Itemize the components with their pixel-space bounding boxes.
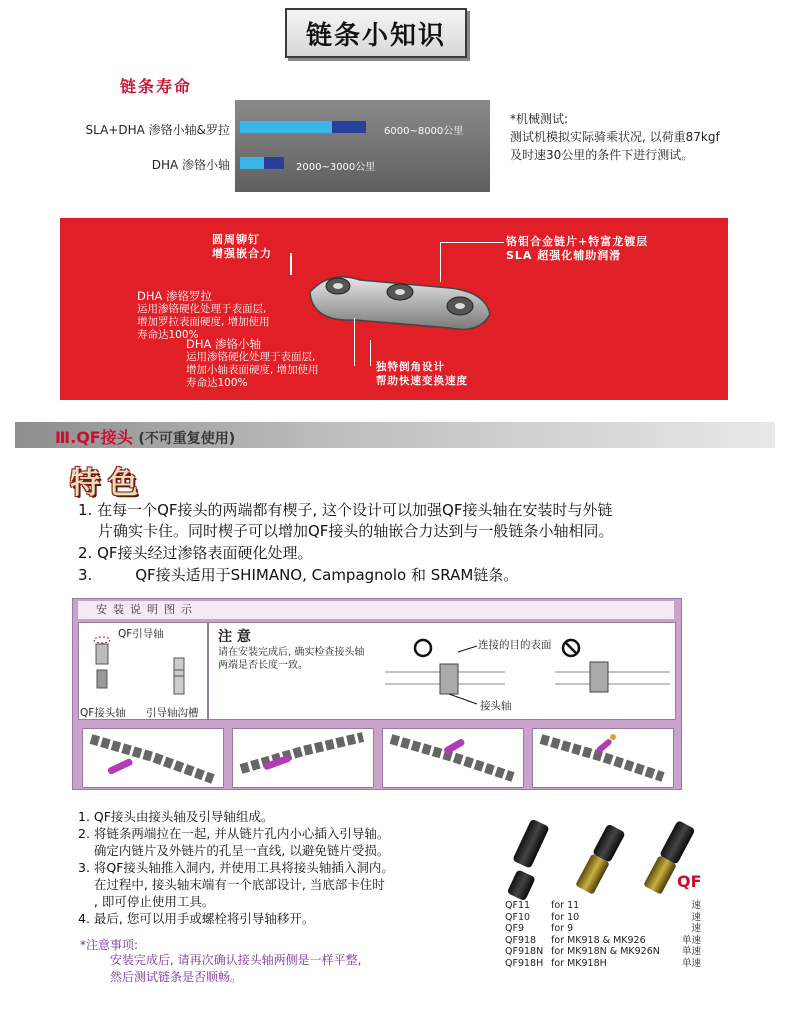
pin-parts-illustration [88,630,198,705]
install-steps [78,808,394,927]
spec-row [505,935,701,947]
spec-model: QF918 [505,934,537,946]
guide-groove-label: 引导轴沟槽 [146,707,199,719]
label-line: 铬钼合金链片+特富龙镀层 [506,235,649,248]
caution-text [110,952,361,986]
label-roller [137,290,270,342]
test-note [510,110,720,164]
product-label: QF [677,872,702,891]
life-heading: 链条寿命 [120,77,193,96]
label-line: 运用渗铬硬化处理于表面层, [137,303,267,315]
spec-model: QF10 [505,911,531,923]
label-plate [506,235,648,263]
spec-unit: 速 [691,923,701,934]
spec-unit: 单速 [681,957,701,969]
caution-line: 然后测试链条是否顺畅。 [110,970,243,984]
label-line: 寿命达100% [186,377,248,389]
spec-for: for MK918 & MK926 [551,934,646,946]
step-line: , 即可停止使用工具。 [78,894,215,909]
spec-row [505,946,701,958]
spec-row [505,912,701,924]
install-step-image-4 [532,728,674,788]
note-line: *机械测试: [510,112,569,126]
leader-line [354,318,355,366]
bar-value-sla-dha: 6000~8000公里 [384,126,464,137]
spec-unit: 速 [691,900,701,911]
section-name: .QF接头 [70,428,133,447]
spec-model: QF918H [505,957,544,969]
label-line: DHA 渗铬罗拉 [137,289,213,303]
spec-unit: 单速 [681,934,701,946]
section-subtitle: (不可重复使用) [138,431,236,447]
bar-sla-dha-cyan [240,121,332,133]
guide-pin-label: QF引导轴 [118,628,164,640]
label-line: 帮助快速变换速度 [376,375,468,387]
spec-for: for 11 [551,900,580,911]
bar-label-dha: DHA 渗铬小轴 [151,158,230,172]
spec-unit: 单速 [681,946,701,957]
section-title [55,425,235,448]
install-step-image-1 [82,728,224,788]
life-bars-panel [235,100,490,192]
notice-line: 两端是否长度一致。 [218,660,308,671]
step-line: 在过程中, 接头轴末端有一个底部设计, 当底部卡住时 [78,877,385,892]
step-line: 确定内链片及外链片的孔呈一直线, 以避免链片受损。 [78,843,390,858]
step-line: 2. 将链条两端拉在一起, 并从链片孔内小心插入引导轴。 [78,826,390,841]
notice-text [218,646,364,672]
leader-line [290,253,292,275]
bar-value-dha: 2000~3000公里 [296,162,376,173]
step-line: 3. 将QF接头轴推入洞内, 并使用工具将接头轴插入洞内。 [78,860,394,875]
spec-model: QF9 [505,923,524,934]
feature-line: 2. QF接头经过渗铬表面硬化处理。 [78,544,313,562]
spec-model: QF11 [505,900,531,911]
note-line: 及时速30公里的条件下进行测试。 [510,148,694,162]
feature-line: 3. QF接头适用于SHIMANO, Campagnolo 和 SRAM链条。 [78,566,519,584]
leader-line [440,242,441,282]
label-line: 增加罗拉表面硬度, 增加使用 [137,316,270,328]
spec-for: for MK918H [551,957,607,969]
step-line: 1. QF接头由接头轴及引导轴组成。 [78,809,274,824]
spec-unit: 速 [691,911,701,923]
spec-row [505,900,701,912]
connector-pin-label: QF接头轴 [80,707,126,719]
qf-connector-pins [500,810,700,905]
features-heading: 特色 [70,466,146,501]
label-line: 增加小轴表面硬度, 增加使用 [186,364,319,376]
ok-icon [415,640,431,656]
label-line: DHA 渗铬小轴 [186,337,262,351]
spec-for: for 10 [551,911,580,923]
install-step-image-3 [382,728,524,788]
bar-dha-cyan [240,157,264,169]
label-line: SLA 超强化辅助润滑 [506,249,622,262]
leader-line [440,242,504,243]
chain-illustration [300,262,500,342]
label-line: 寿命达100% [137,329,199,341]
feature-line: 1. 在每一个QF接头的两端都有楔子, 这个设计可以加强QF接头轴在安装时与外链 [78,501,613,519]
spec-for: for MK918N & MK926N [551,946,660,957]
note-line: 测试机模拟实际骑乘状况, 以荷重87kgf [510,130,720,144]
label-line: 运用渗铬硬化处理于表面层, [186,351,316,363]
spec-row [505,923,701,935]
notice-title: 注 意 [218,629,251,645]
feature-line: 片确实卡住。同时楔子可以增加QF接头的轴嵌合力达到与一般链条小轴相同。 [98,522,614,540]
spec-model: QF918N [505,946,544,957]
install-step-image-2 [232,728,374,788]
section-number: Ⅲ [55,428,71,447]
label-pin [186,338,319,390]
spec-row [505,958,701,970]
target-surface-label: 连接的目的表面 [478,639,552,651]
connector-axis-label: 接头轴 [480,700,512,712]
bar-dha-navy [264,157,284,169]
leader-line [370,340,371,366]
notice-line: 请在安装完成后, 确实检查接头轴 [218,647,365,658]
page-title: 链条小知识 [285,8,467,58]
label-chamfer [376,360,468,388]
label-line: 增强嵌合力 [212,247,272,260]
install-heading: 安装说明图示 [78,601,674,619]
step-line: 4. 最后, 您可以用手或螺栓将引导轴移开。 [78,911,315,926]
spec-for: for 9 [551,923,574,934]
label-line: 圆周铆钉 [212,233,260,246]
caution-line: 安装完成后, 请再次确认接头轴两侧是一样平整, [110,953,362,967]
bar-label-sla-dha: SLA+DHA 渗铬小轴&罗拉 [85,123,230,137]
label-line: 独特倒角设计 [376,361,445,373]
spec-table [505,900,701,969]
bar-sla-dha-navy [332,121,366,133]
label-rivet [212,233,272,261]
caution-title: *注意事项: [80,938,139,952]
